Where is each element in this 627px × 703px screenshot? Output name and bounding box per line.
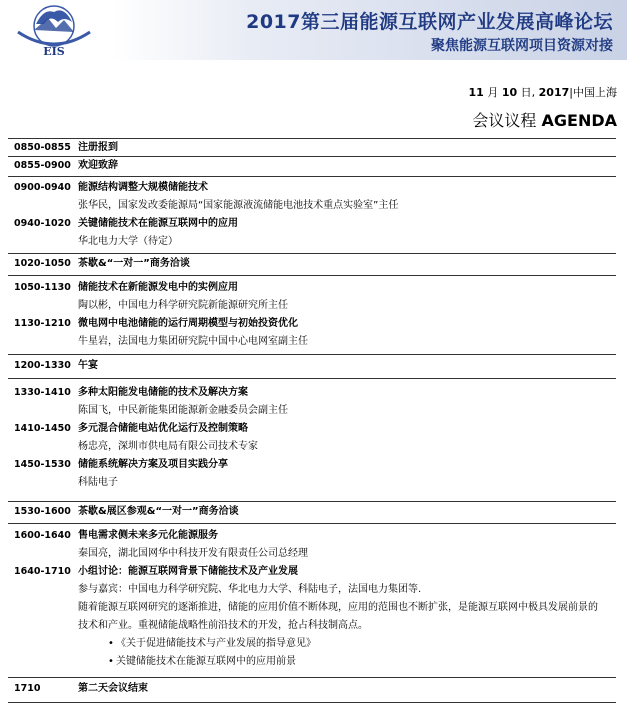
time-slot: 1600-1640 xyxy=(14,530,71,541)
table-row xyxy=(8,357,616,379)
session-title: 微电网中电池储能的运行周期模型与初始投资优化 xyxy=(78,318,298,329)
table-row xyxy=(8,138,616,157)
bullet-icon: • xyxy=(108,638,114,649)
header-banner xyxy=(0,0,627,60)
speaker: 牛星岩，法国电力集团研究院中国中心电网室副主任 xyxy=(78,336,308,347)
session-title: 第二天会议结束 xyxy=(78,683,148,694)
conference-subtitle: 聚焦能源互联网项目资源对接 xyxy=(431,38,613,54)
table-row xyxy=(8,179,616,254)
table-row xyxy=(8,279,616,355)
session-description: 随着能源互联网研究的逐渐推进，储能的应用价值不断体现，应用的范围也不断扩张，是能源互联网中极具发展前景的 xyxy=(78,602,598,613)
table-row xyxy=(8,255,616,276)
table-row xyxy=(8,503,616,524)
session-title: 茶歇&“一对一”商务洽谈 xyxy=(78,258,190,269)
table-row xyxy=(8,680,616,703)
time-slot: 1020-1050 xyxy=(14,258,71,269)
session-title: 注册报到 xyxy=(78,142,118,153)
speaker: 杨忠亮，深圳市供电局有限公司技术专家 xyxy=(78,441,258,452)
speaker: 陶以彬，中国电力科学研究院新能源研究所主任 xyxy=(78,300,288,311)
table-row xyxy=(8,527,616,678)
session-title: 欢迎致辞 xyxy=(78,160,118,171)
table-row xyxy=(8,384,616,502)
time-slot: 1530-1600 xyxy=(14,506,71,517)
time-slot: 1410-1450 xyxy=(14,423,71,434)
speaker: 科陆电子 xyxy=(78,477,118,488)
speaker: 秦国亮，湖北国网华中科技开发有限责任公司总经理 xyxy=(78,548,308,559)
session-title: 午宴 xyxy=(78,360,98,371)
session-title: 关键储能技术在能源互联网中的应用 xyxy=(78,218,238,229)
agenda-table xyxy=(8,138,616,703)
session-title: 茶歇&展区参观&“一对一”商务洽谈 xyxy=(78,506,239,517)
time-slot: 1450-1530 xyxy=(14,459,71,470)
eis-logo xyxy=(14,2,94,58)
time-slot: 1050-1130 xyxy=(14,282,71,293)
conference-title: 2017第三届能源互联网产业发展高峰论坛 xyxy=(246,11,613,33)
event-date: 11 月 10 日, 2017|中国上海 xyxy=(468,86,617,99)
time-slot: 1640-1710 xyxy=(14,566,71,577)
speaker: 华北电力大学（待定） xyxy=(78,236,178,247)
bullet-icon: • xyxy=(108,656,114,667)
session-description: 技术和产业。重视储能战略性前沿技术的开发，抢占科技制高点。 xyxy=(78,620,368,631)
session-title: 小组讨论：能源互联网背景下储能技术及产业发展 xyxy=(78,566,298,577)
panel-guests: 参与嘉宾：中国电力科学研究院、华北电力大学、科陆电子，法国电力集团等. xyxy=(78,584,422,595)
bullet-item: 《关于促进储能技术与产业发展的指导意见》 xyxy=(116,638,316,649)
svg-text:EIS: EIS xyxy=(43,45,65,58)
time-slot: 1200-1330 xyxy=(14,360,71,371)
speaker: 张华民，国家发改委能源局“国家能源液流储能电池技术重点实验室”主任 xyxy=(78,200,399,211)
speaker: 陈国飞，中民新能集团能源新金融委员会副主任 xyxy=(78,405,288,416)
agenda-heading: 会议议程 AGENDA xyxy=(472,111,617,130)
table-row xyxy=(8,157,616,177)
session-title: 储能技术在新能源发电中的实例应用 xyxy=(78,282,238,293)
session-title: 售电需求侧未来多元化能源服务 xyxy=(78,530,218,541)
session-title: 多种太阳能发电储能的技术及解决方案 xyxy=(78,387,248,398)
time-slot: 0855-0900 xyxy=(14,160,71,171)
time-slot: 0940-1020 xyxy=(14,218,71,229)
session-title: 能源结构调整大规模储能技术 xyxy=(78,182,208,193)
session-title: 多元混合储能电站优化运行及控制策略 xyxy=(78,423,248,434)
time-slot: 1710 xyxy=(14,683,41,694)
session-title: 储能系统解决方案及项目实践分享 xyxy=(78,459,228,470)
bullet-item: 关键储能技术在能源互联网中的应用前景 xyxy=(116,656,296,667)
time-slot: 1130-1210 xyxy=(14,318,71,329)
time-slot: 1330-1410 xyxy=(14,387,71,398)
time-slot: 0900-0940 xyxy=(14,182,71,193)
time-slot: 0850-0855 xyxy=(14,142,71,153)
